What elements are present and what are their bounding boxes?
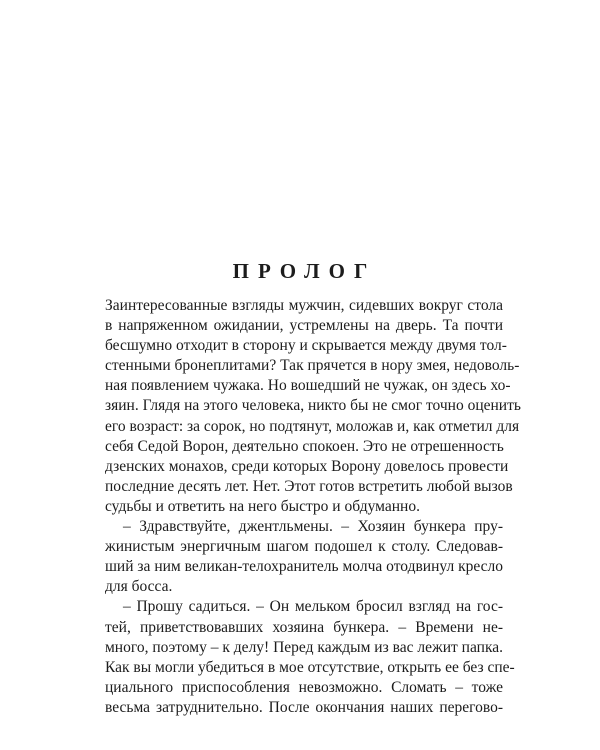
- text-line: судьбы и ответить на него быстро и обдуманно.: [105, 497, 420, 515]
- text-line: – Прошу садиться. – Он мельком бросил взгляд на гос-: [123, 598, 503, 616]
- text-line: последние десять лет. Нет. Этот готов встретить любой вызов: [105, 477, 513, 495]
- text-line: жинистым энергичным шагом подошел к столу. Следовав-: [105, 538, 503, 556]
- text-line: циального приспособления невозможно. Сломать – тоже: [105, 678, 503, 696]
- text-line: весьма затруднительно. После окончания наших перегово-: [105, 698, 503, 716]
- text-line: тей, приветствовавших хозяина бункера. – Времени не-: [105, 618, 503, 636]
- text-line: ший за ним великан-телохранитель молча отодвинул кресло: [105, 558, 503, 576]
- text-line: много, поэтому – к делу! Перед каждым из вас лежит папка.: [105, 638, 503, 656]
- text-line: – Здравствуйте, джентльмены. – Хозяин бункера пру-: [123, 518, 503, 536]
- text-line: стенными бронеплитами? Так прячется в нору змея, недоволь-: [105, 357, 520, 375]
- text-line: Как вы могли убедиться в мое отсутствие, открыть ее без спе-: [105, 658, 515, 676]
- text-line: бесшумно отходит в сторону и скрывается между двумя тол-: [105, 337, 507, 355]
- text-line: в напряженном ожидании, устремлены на дверь. Та почти: [105, 317, 503, 335]
- chapter-title: ПРОЛОГ: [232, 259, 377, 283]
- text-line: дзенских монахов, среди которых Ворону довелось провести: [105, 457, 509, 475]
- text-line: Заинтересованные взгляды мужчин, сидевших вокруг стола: [105, 297, 503, 314]
- text-line: для босса.: [105, 578, 173, 596]
- text-line: зяин. Глядя на этого человека, никто бы не смог точно оценить: [105, 397, 521, 415]
- text-line: его возраст: за сорок, но подтянут, моложав и, как отметил для: [105, 417, 520, 435]
- body-text: [105, 296, 521, 718]
- text-line: ная появлением чужака. Но вошедший не чужак, он здесь хо-: [105, 377, 511, 395]
- text-line: себя Седой Ворон, деятельно спокоен. Это не отрешенность: [105, 437, 504, 455]
